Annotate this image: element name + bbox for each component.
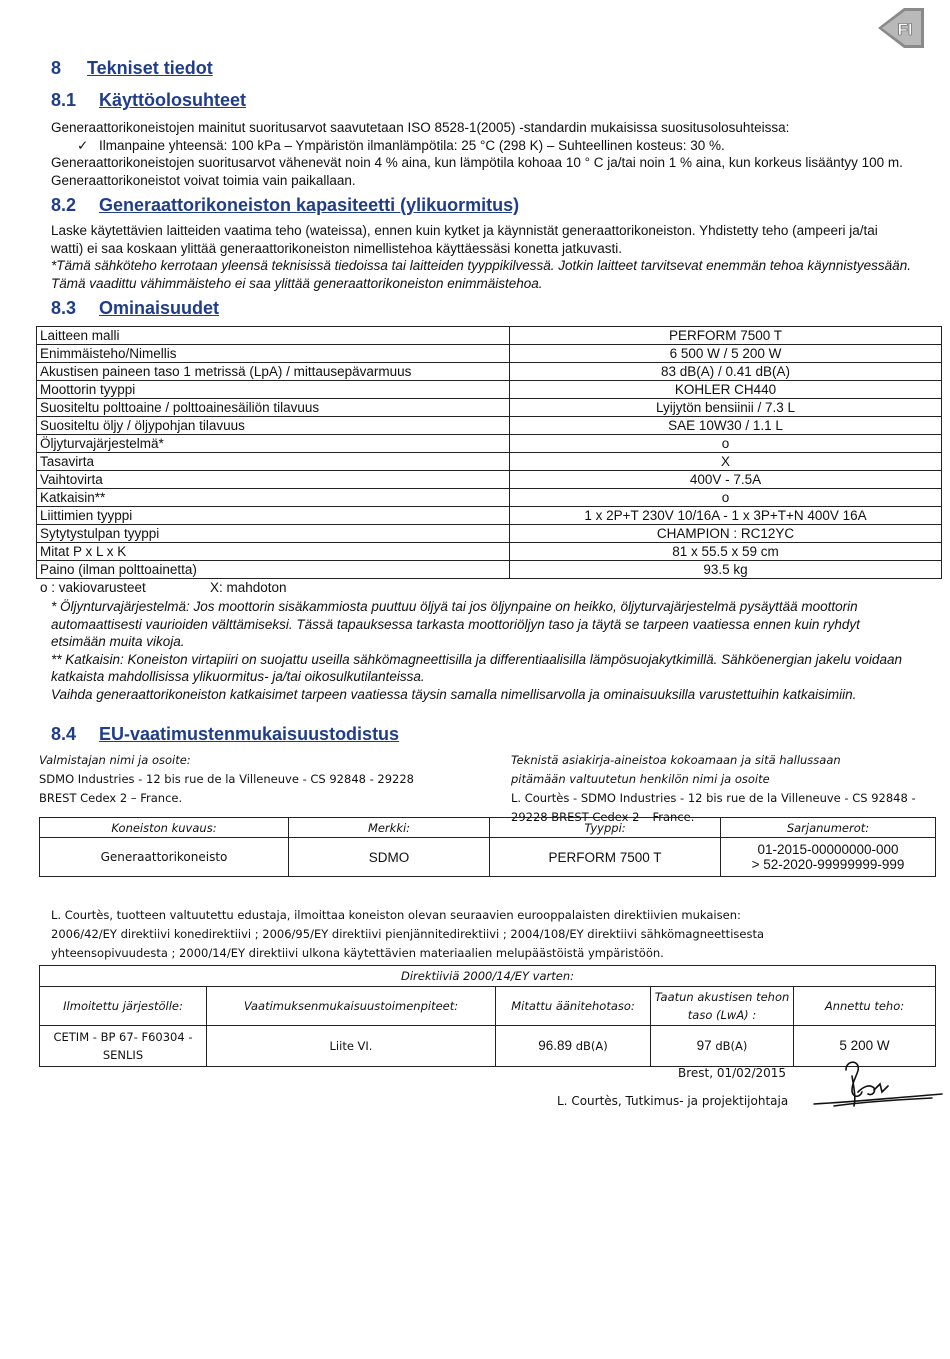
signer-name: L. Courtès, Tutkimus- ja projektijohtaja: [557, 1094, 789, 1108]
checkmark-icon: ✓: [77, 137, 89, 153]
directive-caption: Direktiiviä 2000/14/EY varten:: [40, 966, 936, 987]
section-title: Käyttöolosuhteet: [99, 90, 247, 110]
spec-value: 81 x 55.5 x 59 cm: [510, 543, 942, 561]
notified-body-line: CETIM - BP 67- F60304 -: [53, 1030, 193, 1044]
section-8-1-heading: [51, 90, 246, 111]
footnote: Vaihda generaattorikoneiston katkaisimet tarpeen vaatiessa täysin samalla nimellisarvolla ja ominaisuuksilla varustettuihin katkaisimiin.: [51, 686, 857, 702]
rated-power-value: 5 200 W: [839, 1038, 890, 1053]
spec-value: CHAMPION : RC12YC: [510, 525, 942, 543]
section-number: 8.4: [51, 724, 77, 744]
spec-value: o: [510, 435, 942, 453]
authorized-person-label: pitämään valtuutetun henkilön nimi ja osoite: [511, 772, 770, 786]
section-title: Ominaisuudet: [99, 298, 220, 318]
guaranteed-value: 97: [696, 1038, 712, 1053]
place-date: Brest, 01/02/2015: [678, 1066, 787, 1080]
spec-row: [37, 399, 942, 417]
declaration-line: 2006/42/EY direktiivi konedirektiivi ; 2006/95/EY direktiivi pienjännitedirektiivi ; 2004/108/EY direktiivi sähkömagneettisesta: [51, 927, 764, 941]
spec-label: Öljyturvajärjestelmä*: [37, 435, 510, 453]
checklist-text: Ilmanpaine yhteensä: 100 kPa – Ympäristön ilmanlämpötila: 25 °C (298 K) – Suhteellinen kosteus: 30 %.: [99, 137, 725, 153]
signature-image: [812, 1058, 944, 1110]
manufacturer-address-line: BREST Cedex 2 – France.: [39, 791, 183, 805]
section-title: Tekniset tiedot: [87, 58, 213, 78]
declaration-line: L. Courtès, tuotteen valtuutettu edustaja, ilmoittaa koneiston olevan seuraavien eurooppalaisten direktiivien mukaisen:: [51, 908, 741, 922]
declaration-line: yhteensopivuudesta ; 2000/14/EY direktiivi ulkona käytettävien materiaalien melupäästöistä ympäristöön.: [51, 946, 664, 960]
table-legend: [40, 580, 287, 595]
spec-value: SAE 10W30 / 1.1 L: [510, 417, 942, 435]
section-number: 8.2: [51, 195, 77, 215]
spec-label: Sytytystulpan tyyppi: [37, 525, 510, 543]
spec-row: [37, 363, 942, 381]
spec-label: Mitat P x L x K: [37, 543, 510, 561]
product-table: [39, 817, 936, 877]
legend-standard: o : vakiovarusteet: [40, 580, 146, 595]
section-number: 8.1: [51, 90, 77, 110]
conformity-procedure: Liite VI.: [207, 1026, 496, 1067]
guaranteed-unit: dB(A): [715, 1039, 748, 1053]
spec-row: [37, 435, 942, 453]
authorized-person-address-line: 29228 BREST Cedex 2 – France.: [511, 810, 695, 824]
product-brand: SDMO: [289, 838, 490, 877]
spec-row: [37, 561, 942, 579]
paragraph: Generaattorikoneistojen suoritusarvot vähenevät noin 4 % aina, kun lämpötila kohoaa 10 ° C ja/tai noin 1 % aina, kun korkeus lisääntyy 100 m. Generaattorikoneistot voivat toimia vain paikallaan.: [51, 155, 903, 188]
spec-value: 1 x 2P+T 230V 10/16A - 1 x 3P+T+N 400V 16A: [510, 507, 942, 525]
spec-row: [37, 327, 942, 345]
measured-sound-power: [496, 1026, 651, 1067]
serial-number: 01-2015-00000000-000: [757, 842, 899, 857]
header-cell: Vaatimuksenmukaisuustoimenpiteet:: [207, 987, 496, 1026]
directive-header-row: [40, 987, 936, 1026]
directive-table: [39, 965, 936, 1067]
header-cell: Tyyppi:: [490, 818, 721, 838]
spec-label: Enimmäisteho/Nimellis: [37, 345, 510, 363]
section-title: EU-vaatimustenmukaisuustodistus: [99, 724, 400, 744]
capacity-text: [51, 222, 911, 292]
header-cell: Koneiston kuvaus:: [40, 818, 289, 838]
spec-label: Laitteen malli: [37, 327, 510, 345]
spec-value: 83 dB(A) / 0.41 dB(A): [510, 363, 942, 381]
section-8-heading: [51, 58, 213, 79]
spec-row: [37, 489, 942, 507]
spec-value: PERFORM 7500 T: [510, 327, 942, 345]
spec-row: [37, 453, 942, 471]
spec-value: o: [510, 489, 942, 507]
spec-value: 400V - 7.5A: [510, 471, 942, 489]
note-paragraph: *Tämä sähköteho kerrotaan yleensä teknisissä tiedoissa tai laitteiden tyyppikilvessä. Jotkin laitteet tarvitsevat enemmän tehoa käynnistyessään. Tämä vaadittu vähimmäisteho ei saa ylittää generaattorikoneiston enimmäistehoa.: [51, 258, 911, 291]
spec-row: [37, 507, 942, 525]
footnote: ** Katkaisin: Koneiston virtapiiri on suojattu useilla sähkömagneettisilla ja differentiaalisilla lämpösuojakytkimillä. Sähköenergian jakelu voidaan katkaista mahdollisissa ylikuormitus- ja/tai oikosulkutilanteissa.: [51, 651, 902, 684]
spec-value: Lyijytön bensiinii / 7.3 L: [510, 399, 942, 417]
section-number: 8: [51, 58, 62, 78]
operating-conditions-text: [51, 119, 911, 189]
declaration-text: [51, 906, 931, 963]
measured-value: 96.89: [538, 1038, 573, 1053]
product-table-header: [40, 818, 936, 838]
directive-caption-row: [40, 966, 936, 987]
legend-impossible: X: mahdoton: [210, 580, 287, 595]
spec-row: [37, 345, 942, 363]
notified-body: [40, 1026, 207, 1067]
spec-row: [37, 471, 942, 489]
spec-label: Suositeltu polttoaine / polttoainesäiliön tilavuus: [37, 399, 510, 417]
authorized-person-label: Teknistä asiakirja-aineistoa kokoamaan ja sitä hallussaan: [511, 753, 841, 767]
spec-label: Paino (ilman polttoainetta): [37, 561, 510, 579]
header-cell: Annettu teho:: [794, 987, 936, 1026]
spec-row: [37, 543, 942, 561]
section-number: 8.3: [51, 298, 77, 318]
spec-label: Tasavirta: [37, 453, 510, 471]
manufacturer-address-line: SDMO Industries - 12 bis rue de la Villeneuve - CS 92848 - 29228: [39, 772, 414, 786]
spec-label: Akustisen paineen taso 1 metrissä (LpA) / mittausepävarmuus: [37, 363, 510, 381]
specifications-table: [36, 326, 942, 579]
product-type: PERFORM 7500 T: [490, 838, 721, 877]
measured-unit: dB(A): [575, 1039, 608, 1053]
authorized-person-address-line: L. Courtès - SDMO Industries - 12 bis rue de la Villeneuve - CS 92848 -: [511, 791, 916, 805]
header-cell: Taatun akustisen tehon taso (LwA) :: [651, 987, 794, 1026]
footnote: * Öljynturvajärjestelmä: Jos moottorin sisäkammiosta puuttuu öljyä tai jos öljynpaine on heikko, öljyturvajärjestelmä pysäyttää moottorin automaattisesti vaurioiden välttämiseksi. Tässä tapauksessa tarkasta moottoriöljyn taso ja täytä se tarpeen vaatiessa ennen kuin ryhdyt etsimään muita vikoja.: [51, 599, 860, 649]
language-badge-label: FI: [897, 20, 913, 39]
guaranteed-sound-power: [651, 1026, 794, 1067]
spec-value: 6 500 W / 5 200 W: [510, 345, 942, 363]
header-cell: Sarjanumerot:: [721, 818, 936, 838]
section-8-2-heading: [51, 195, 519, 216]
section-8-3-heading: [51, 298, 219, 319]
spec-value: 93.5 kg: [510, 561, 942, 579]
spec-label: Suositeltu öljy / öljypohjan tilavuus: [37, 417, 510, 435]
header-cell: Merkki:: [289, 818, 490, 838]
product-description: Generaattorikoneisto: [40, 838, 289, 877]
product-table-row: [40, 838, 936, 877]
section-title: Generaattorikoneiston kapasiteetti (ylikuormitus): [99, 195, 520, 215]
notified-body-line: SENLIS: [102, 1048, 144, 1062]
directive-value-row: [40, 1026, 936, 1067]
authorized-person-block: [511, 751, 941, 827]
spec-value: KOHLER CH440: [510, 381, 942, 399]
spec-label: Vaihtovirta: [37, 471, 510, 489]
checklist-item: [51, 137, 911, 155]
spec-row: [37, 381, 942, 399]
language-badge-icon: [876, 6, 926, 50]
header-cell: Ilmoitettu järjestölle:: [40, 987, 207, 1026]
spec-label: Liittimien tyyppi: [37, 507, 510, 525]
spec-label: Katkaisin**: [37, 489, 510, 507]
footnotes: [51, 598, 911, 703]
section-8-4-heading: [51, 724, 399, 745]
product-serials: [721, 838, 936, 877]
serial-number: > 52-2020-99999999-999: [751, 857, 905, 872]
manufacturer-label: Valmistajan nimi ja osoite:: [39, 753, 191, 767]
spec-row: [37, 417, 942, 435]
spec-label: Moottorin tyyppi: [37, 381, 510, 399]
header-cell: Mitattu äänitehotaso:: [496, 987, 651, 1026]
spec-value: X: [510, 453, 942, 471]
spec-row: [37, 525, 942, 543]
manufacturer-block: [39, 751, 479, 808]
paragraph: Laske käytettävien laitteiden vaatima teho (wateissa), ennen kuin kytket ja käynnistät generaattorikoneiston. Yhdistetty teho (ampeeri ja/tai watti) ei saa koskaan ylittää generaattorikoneiston nimellistehoa käyttäessäsi konetta jatkuvasti.: [51, 223, 878, 256]
paragraph: Generaattorikoneistojen mainitut suoritusarvot saavutetaan ISO 8528-1(2005) -standardin mukaisissa suositusolosuhteissa:: [51, 120, 790, 135]
